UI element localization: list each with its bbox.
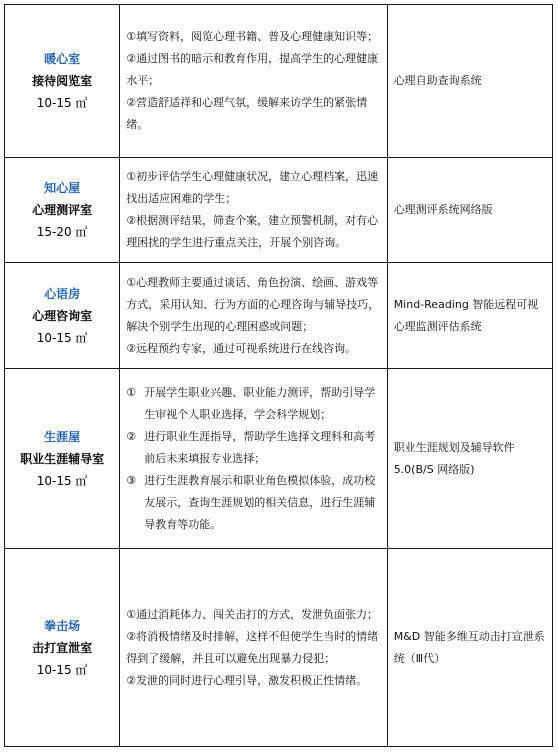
system-cell: [387, 263, 552, 369]
function-item: ①填写资料，阅览心理书籍、普及心理健康知识等；: [126, 30, 379, 43]
room-cell: [5, 549, 120, 747]
system-name: M&D 智能多维互动击打宣泄系统（Ⅲ代）: [393, 629, 545, 665]
room-area: 10-15 ㎡: [36, 473, 88, 488]
room-type: 心理测评室: [32, 203, 93, 217]
room-type: 击打宣泄室: [32, 640, 93, 655]
room-cell: [5, 263, 120, 369]
room-name: 心语房: [44, 286, 81, 301]
room-name: 知心屋: [44, 181, 81, 195]
system-name: 职业生涯规划及辅导软件 5.0(B/S 网络版): [393, 440, 515, 476]
rooms-table: [4, 4, 553, 747]
function-item: [126, 426, 380, 470]
function-item: ②根据测评结果，筛查个案，建立预警机制，对有心理困扰的学生进行重点关注，开展个别咨询。: [126, 214, 379, 249]
item-text: 进行生涯教育展示和职业角色模拟体验，成功校友展示，查询生涯规划的相关信息，进行生涯辅导教育等功能。: [144, 473, 376, 531]
system-name: 心理测评系统网络版: [393, 203, 493, 216]
room-type: 心理咨询室: [32, 308, 93, 323]
function-item: [126, 382, 380, 426]
room-area: 10-15 ㎡: [36, 662, 88, 677]
room-type: 接待阅览室: [32, 74, 93, 88]
system-cell: [387, 549, 552, 747]
room-cell: [5, 158, 120, 263]
item-text: 开展学生职业兴趣、职业能力测评，帮助引导学生审视个人职业选择，学会科学规划；: [144, 385, 376, 421]
item-marker: ②: [126, 429, 137, 443]
table-row: [5, 549, 553, 747]
item-marker: ③: [126, 473, 137, 487]
room-cell: [5, 5, 120, 158]
room-type: 职业生涯辅导室: [20, 451, 105, 466]
table-row: [5, 263, 553, 369]
function-cell: [120, 549, 387, 747]
system-name: 心理自助查询系统: [393, 74, 482, 87]
system-cell: [387, 369, 552, 549]
system-cell: [387, 158, 552, 263]
table-row: [5, 158, 553, 263]
room-area: 10-15 ㎡: [36, 330, 88, 345]
function-item: ②通过图书的暗示和教育作用，提高学生的心理健康水平；: [126, 52, 379, 87]
room-area: 10-15 ㎡: [36, 96, 88, 110]
item-text: 进行职业生涯指导，帮助学生选择文理科和高考前后未来填报专业选择；: [144, 429, 376, 465]
room-cell: [5, 369, 120, 549]
function-item: ①心理教师主要通过谈话、角色扮演、绘画、游戏等方式，采用认知、行为方面的心理咨询与辅导技巧，解决个别学生出现的心理困惑或问题；: [126, 275, 380, 333]
function-cell: [120, 158, 387, 263]
function-cell: [120, 369, 387, 549]
function-item: ②发泄的同时进行心理引导，激发积极正性情绪。: [126, 673, 368, 687]
room-name: 暖心室: [44, 52, 81, 66]
function-item: ②营造舒适祥和心理气氛，缓解来访学生的紧张情绪。: [126, 96, 368, 131]
function-item: ②将消极情绪及时排解，这样不但使学生当时的情绪得到了缓解，并且可以避免出现暴力侵犯；: [126, 629, 379, 665]
function-item: ②远程预约专家，通过可视系统进行在线咨询。: [126, 341, 357, 355]
function-item: ①初步评估学生心理健康状况，建立心理档案，迅速找出适应困难的学生；: [126, 170, 379, 205]
function-cell: [120, 263, 387, 369]
table-row: [5, 5, 553, 158]
function-cell: [120, 5, 387, 158]
item-marker: ①: [126, 385, 137, 399]
function-item: ①通过消耗体力、闯关击打的方式，发泄负面张力；: [126, 607, 379, 621]
function-item: [126, 470, 380, 536]
room-name: 拳击场: [44, 618, 81, 633]
system-cell: [387, 5, 552, 158]
room-name: 生涯屋: [44, 429, 81, 444]
system-name: Mind-Reading 智能远程可视心理监测评估系统: [393, 297, 539, 333]
table-row: [5, 369, 553, 549]
room-area: 15-20 ㎡: [36, 225, 88, 239]
